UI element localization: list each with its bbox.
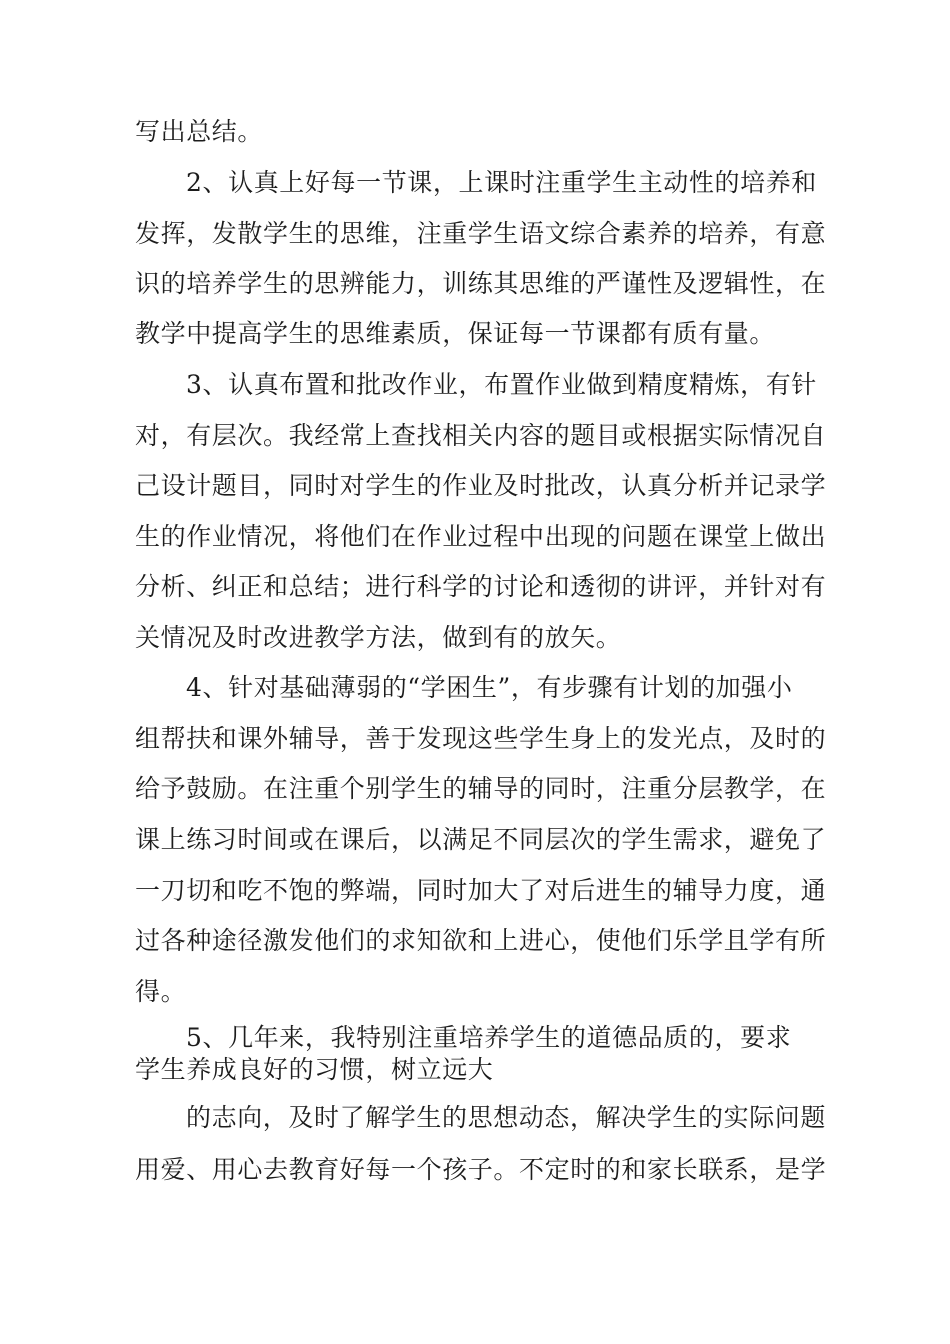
text-line: 用爱、用心去教育好每一个孩子。不定时的和家长联系，是学 <box>135 1155 827 1184</box>
text-line: 4、针对基础薄弱的“学困生”，有步骤有计划的加强小 <box>186 673 793 702</box>
text-line: 生的作业情况，将他们在作业过程中出现的问题在课堂上做出 <box>135 522 827 551</box>
text-line: 关情况及时改进教学方法，做到有的放矢。 <box>135 623 622 652</box>
text-line: 分析、纠正和总结；进行科学的讨论和透彻的讲评，并针对有 <box>135 572 827 601</box>
text-line: 学生养成良好的习惯，树立远大 <box>135 1055 494 1084</box>
text-line: 5、几年来，我特别注重培养学生的道德品质的，要求 <box>186 1023 792 1052</box>
text-line: 组帮扶和课外辅导，善于发现这些学生身上的发光点，及时的 <box>135 724 827 753</box>
text-line: 教学中提高学生的思维素质，保证每一节课都有质有量。 <box>135 319 776 348</box>
text-line: 过各种途径激发他们的求知欲和上进心，使他们乐学且学有所 <box>135 926 827 955</box>
text-line: 得。 <box>135 977 187 1006</box>
text-line: 2、认真上好每一节课，上课时注重学生主动性的培养和 <box>186 168 817 197</box>
text-line: 己设计题目，同时对学生的作业及时批改，认真分析并记录学 <box>135 471 827 500</box>
text-line: 一刀切和吃不饱的弊端，同时加大了对后进生的辅导力度，通 <box>135 876 827 905</box>
text-line: 3、认真布置和批改作业，布置作业做到精度精炼，有针 <box>186 370 817 399</box>
text-line: 写出总结。 <box>135 117 264 146</box>
text-line: 识的培养学生的思辨能力，训练其思维的严谨性及逻辑性，在 <box>135 269 827 298</box>
text-line: 的志向，及时了解学生的思想动态，解决学生的实际问题 <box>186 1103 827 1132</box>
text-line: 发挥，发散学生的思维，注重学生语文综合素养的培养，有意 <box>135 219 827 248</box>
text-line: 给予鼓励。在注重个别学生的辅导的同时，注重分层教学，在 <box>135 774 827 803</box>
text-line: 课上练习时间或在课后，以满足不同层次的学生需求，避免了 <box>135 825 827 854</box>
text-line: 对，有层次。我经常上查找相关内容的题目或根据实际情况自 <box>135 421 827 450</box>
